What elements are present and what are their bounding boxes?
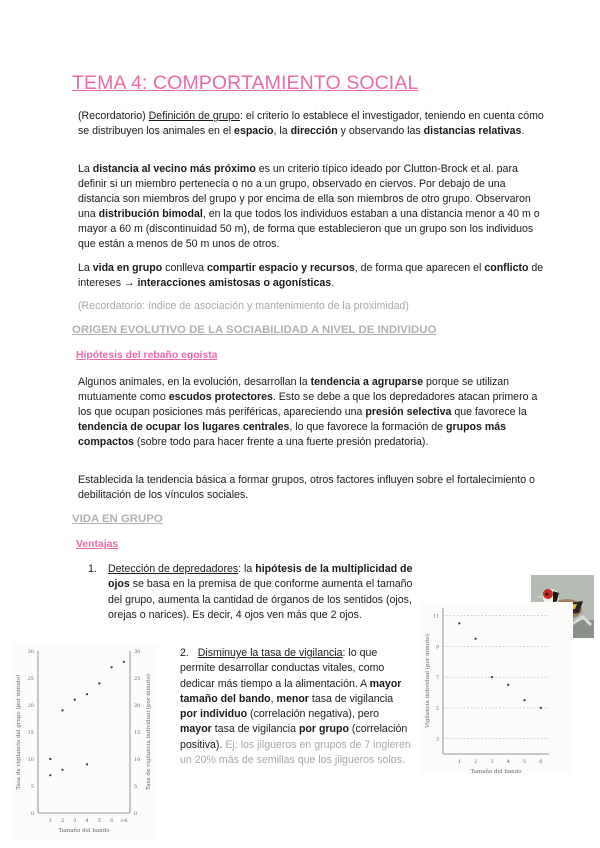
x-tick-label: 3 — [490, 759, 494, 765]
x-tick-label: 1 — [48, 818, 52, 824]
heading-hipotesis: Hipótesis del rebaño egoísta — [76, 350, 218, 361]
y-axis-label-right: Tasa de vigilancia individual (por minuto) — [146, 674, 152, 790]
paragraph-definition — [72, 109, 548, 139]
y-tick-label-right: 5 — [134, 784, 138, 790]
term-bold: escudos protectores — [168, 391, 273, 403]
text: (correlación positiva). — [180, 723, 408, 751]
y-tick-label: 10 — [27, 757, 34, 763]
x-tick-label: 2 — [474, 759, 478, 765]
text: es un criterio típico ideado por Clutton-Brock et al. para definir si un miembro pertenecía o no a un grupo, observado en ciervos. Por debajo de una distancia son miembros del grupo y por encima de ella son miembros de otro grupo. Observaron una — [78, 163, 531, 220]
x-tick-label: 1 — [457, 759, 461, 765]
paragraph-group-life — [72, 261, 548, 291]
y-tick-label: 7 — [435, 675, 439, 682]
term-bold: vida en grupo — [92, 262, 163, 274]
paragraph-selfish-herd — [72, 375, 548, 450]
individual-vigilance-chart — [421, 602, 573, 774]
y-tick-label-right: 30 — [134, 649, 141, 655]
term-bold: distancias relativas — [423, 125, 522, 137]
term-bold: mayor tamaño del bando — [180, 677, 402, 705]
list-number: 2. — [180, 647, 189, 659]
text: Algunos animales, en la evolución, desarrollan la — [78, 376, 311, 388]
term-underlined: Detección de depredadores — [108, 563, 239, 575]
y-tick-label-right: 25 — [134, 676, 141, 682]
x-tick-label: 4 — [85, 818, 89, 824]
term-underlined: Definición de grupo — [148, 110, 240, 122]
data-point — [49, 774, 51, 776]
text: porque se utilizan mutuamente como — [78, 376, 510, 403]
text: , la — [273, 125, 291, 137]
text: , de forma que aparecen el — [354, 262, 485, 274]
heading-vida-en-grupo: VIDA EN GRUPO — [72, 513, 163, 525]
y-axis-label: Vigilancia individual (por minuto) — [425, 634, 431, 728]
data-point — [523, 699, 525, 701]
heading-origen: ORIGEN EVOLUTIVO DE LA SOCIABILIDAD A NIVEL DE INDIVIDUO — [72, 324, 437, 336]
x-tick-label: 6 — [539, 759, 543, 765]
paragraph-distance — [72, 162, 548, 252]
data-point — [111, 666, 113, 668]
term-bold: tendencia a agruparse — [310, 376, 424, 388]
y-tick-label-right: 20 — [134, 703, 141, 709]
y-tick-label: 9 — [435, 644, 439, 651]
term-bold: tendencia de ocupar los lugares centrales — [78, 421, 290, 433]
data-point — [61, 769, 63, 771]
data-point — [507, 684, 509, 686]
data-point — [49, 758, 51, 760]
text: y observando las — [337, 125, 424, 137]
paragraph-reminder: (Recordatorio: índice de asociación y mantenimiento de la proximidad) — [78, 300, 409, 312]
y-tick-label-right: 10 — [134, 757, 141, 763]
text: se basa en la premisa de que conforme aumenta el tamaño del grupo, aumenta la cantidad de órganos de los sentidos (ojos, orejas o narices). Es decir, 4 ojos ven más que 2 ojos. — [108, 578, 413, 621]
x-tick-label: 5 — [522, 759, 527, 765]
text: (correlación negativa), pero — [247, 708, 379, 721]
data-point — [458, 622, 460, 624]
text: tasa de vigilancia — [308, 692, 394, 705]
text: tasa de vigilancia — [211, 723, 299, 736]
term-bold: grupos más compactos — [78, 421, 507, 448]
x-tick-label: 3 — [73, 818, 77, 824]
text: : el criterio lo establece el investigador, teniendo en cuenta cómo se distribuyen los animales en el — [78, 110, 544, 137]
y-tick-label-right: 15 — [134, 730, 141, 736]
data-point — [86, 763, 88, 765]
term-underlined: Disminuye la tasa de vigilancia — [197, 647, 343, 659]
term-bold: compartir espacio y recursos — [206, 262, 355, 274]
data-point — [475, 638, 477, 640]
group-vigilance-chart — [12, 643, 158, 839]
term-bold: por individuo — [180, 708, 248, 721]
term-bold: dirección — [290, 125, 338, 137]
text: (sobre todo para hacer frente a una fuerte presión predatoria). — [133, 436, 429, 448]
heading-ventajas: Ventajas — [76, 539, 119, 550]
list-number: 1. — [88, 563, 97, 575]
data-point — [74, 699, 76, 701]
text: La — [78, 163, 93, 175]
data-point — [123, 661, 125, 663]
data-point — [98, 682, 100, 684]
text: , lo que favorece la formación de — [289, 421, 447, 433]
page-title: TEMA 4: COMPORTAMIENTO SOCIAL — [72, 72, 419, 94]
x-tick-label: 4 — [506, 759, 510, 765]
y-tick-label: 0 — [30, 811, 34, 817]
y-tick-label: 5 — [30, 784, 34, 790]
text: : lo que permite desarrollar conductas vitales, como dedicar más tiempo a la alimentación. A — [180, 647, 385, 690]
text: que favorece la — [451, 406, 527, 418]
term-bold: conflicto — [484, 262, 529, 274]
data-point — [540, 707, 542, 709]
y-tick-label: 11 — [432, 613, 439, 620]
term-bold: hipótesis de la multiplicidad de ojos — [108, 563, 413, 591]
text: de intereses → — [78, 262, 544, 289]
data-point — [61, 709, 63, 711]
term-bold: espacio — [234, 125, 274, 137]
x-axis-label: Tamaño del bando — [470, 769, 522, 774]
term-bold: por grupo — [298, 723, 349, 736]
y-tick-label: 3 — [435, 736, 439, 743]
text: (Recordatorio) — [78, 110, 149, 122]
text: : la — [238, 563, 256, 575]
list-item — [180, 646, 412, 768]
y-tick-label-right: 0 — [134, 811, 138, 817]
x-axis-label: Tamaño del bando — [58, 828, 110, 834]
data-point — [491, 676, 493, 678]
y-tick-label: 5 — [435, 705, 439, 712]
text: . — [521, 125, 525, 137]
text: . Esto se debe a que los depredadores atacan primero a los que ocupan posiciones más periféricas, apareciendo una — [78, 391, 538, 418]
x-tick-label: 6 — [110, 818, 114, 824]
term-bold: mayor — [180, 723, 212, 736]
term-bold: distancia al vecino más próximo — [92, 163, 256, 175]
y-tick-label: 15 — [27, 730, 34, 736]
text: . — [331, 277, 335, 289]
x-tick-label: >6 — [120, 818, 128, 824]
y-tick-label: 30 — [27, 649, 34, 655]
paragraph-factors: Establecida la tendencia básica a formar grupos, otros factores influyen sobre el fortalecimiento o debilitación de los vínculos sociales. — [78, 474, 535, 501]
term-bold: distribución bimodal — [98, 208, 203, 220]
x-tick-label: 5 — [97, 818, 101, 824]
y-tick-label: 20 — [27, 703, 34, 709]
x-tick-label: 2 — [60, 818, 65, 824]
data-point — [86, 693, 88, 695]
list-item — [88, 562, 418, 623]
text: , — [270, 692, 277, 705]
y-axis-label: Tasa de vigilancia del grupo (por minuto) — [16, 674, 22, 790]
text: conlleva — [162, 262, 207, 274]
term-bold: menor — [276, 692, 309, 705]
text: , en la que todos los individuos estaban a una distancia menor a 40 m o mayor a 60 m (discontinuidad 50 m), de forma que establecieron que un grupo son los individuos que están a menos de 50 m unos de otros. — [78, 208, 540, 250]
example-text: Ej: los jilgueros en grupos de 7 ingieren un 20% más de semillas que los jilgueros solos. — [180, 738, 411, 767]
y-tick-label: 25 — [27, 676, 34, 682]
term-bold: presión selectiva — [365, 406, 452, 418]
term-bold: interacciones amistosas o agonísticas — [137, 277, 332, 289]
text: La — [78, 262, 93, 274]
